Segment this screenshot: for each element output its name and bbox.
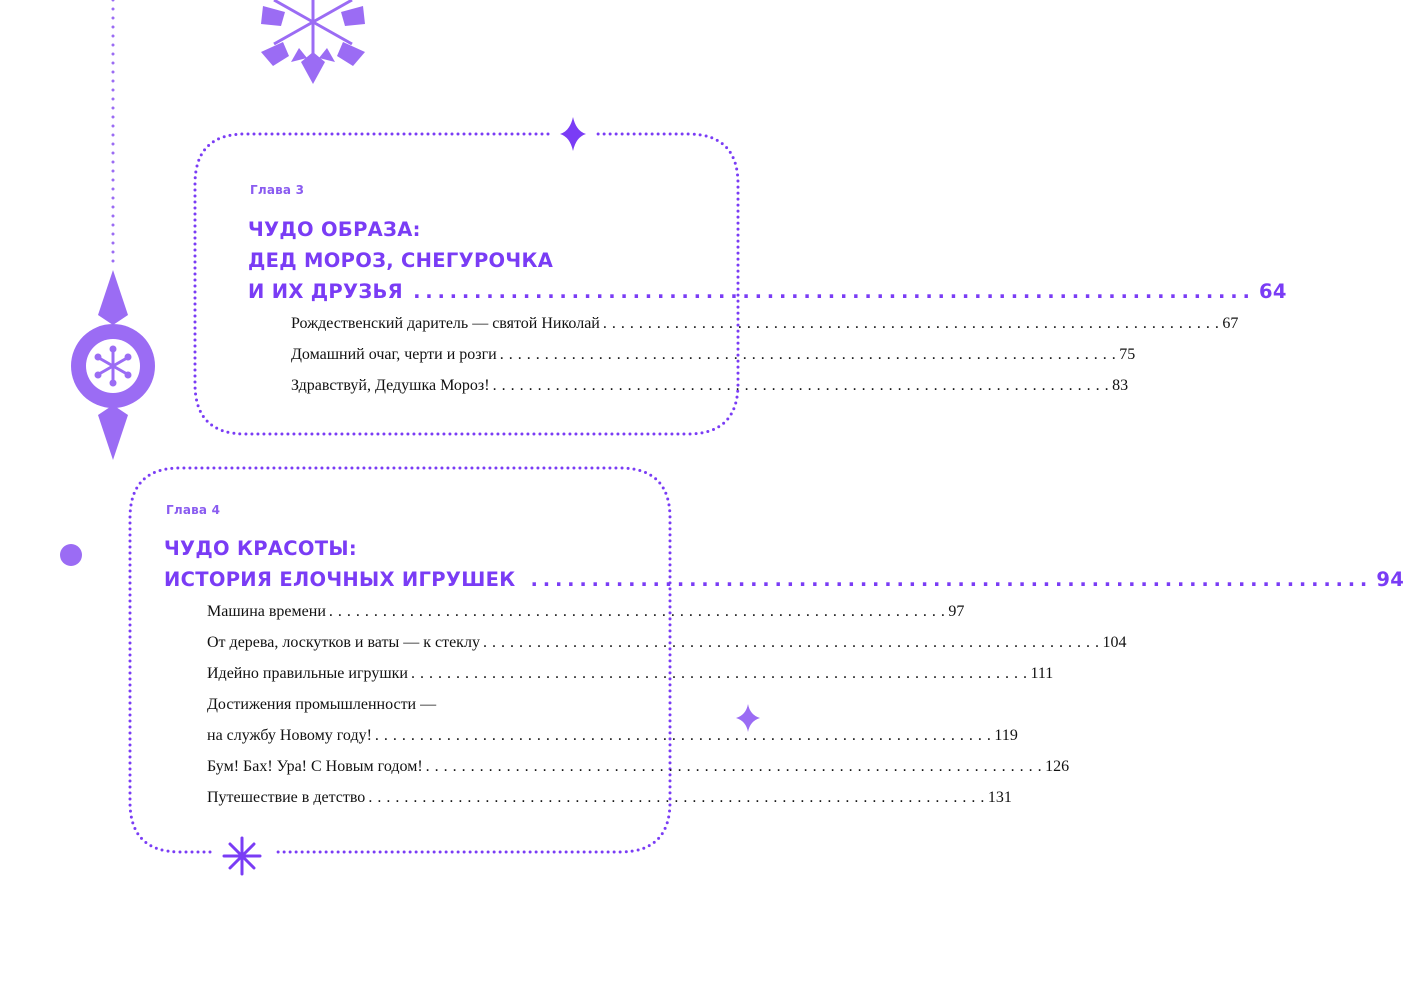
dot-leader [493,370,1110,401]
chapter3-title-line-3-text: И ИХ ДРУЗЬЯ [248,280,403,303]
chapter3-title[interactable] [248,214,1287,307]
entry-page: 119 [994,727,1018,744]
chapter3-title-line-2: ДЕД МОРОЗ, СНЕГУРОЧКА [248,249,554,272]
sparkle-star-icon [560,117,586,151]
dot-leader [375,720,992,751]
toc-entry[interactable] [207,627,1127,658]
toc-entry[interactable] [207,782,1012,813]
dot-leader [329,596,946,627]
toc-entry[interactable] [291,308,1239,339]
toc-entry[interactable] [207,689,590,720]
toc-entry[interactable] [291,370,1129,401]
entry-page: 83 [1112,377,1129,394]
chapter3-title-line-1: ЧУДО ОБРАЗА: [248,218,421,241]
entry-title: Достижения промышленности — [207,696,437,713]
chapter3-label: Глава 3 [250,183,305,197]
chapter4-entries [207,596,1127,813]
entry-page: 131 [987,789,1012,806]
snowflake-icon [261,0,365,84]
dot-leader [500,339,1117,370]
entry-title: Машина времени [207,603,326,620]
dot-leader [426,751,1043,782]
toc-entry[interactable] [207,720,1018,751]
chapter4-title-line-2 [164,564,1404,595]
chapter3-title-line-3 [248,276,1287,307]
ornament-bauble-icon [71,270,155,460]
toc-entry[interactable] [291,339,1136,370]
dot-leader [368,782,985,813]
asterisk-star-icon [224,838,260,874]
entry-title: на службу Новому году! [207,727,372,744]
entry-page: 97 [948,603,965,620]
entry-title: Идейно правильные игрушки [207,665,408,682]
dot-leader [413,280,1249,303]
entry-page: 111 [1030,665,1054,682]
toc-entry[interactable] [207,658,1054,689]
chapter4-page: 94 [1376,568,1404,591]
entry-page: 126 [1045,758,1070,775]
chapter4-title-line-2-text: ИСТОРИЯ ЕЛОЧНЫХ ИГРУШЕК [164,568,516,591]
chapter4-label: Глава 4 [166,503,221,517]
dot-leader [411,658,1028,689]
entry-title: Домашний очаг, черти и розги [291,346,497,363]
entry-title: От дерева, лоскутков и ваты — к стеклу [207,634,480,651]
chapter4-title[interactable] [164,533,1404,595]
entry-title: Бум! Бах! Ура! С Новым годом! [207,758,423,775]
chapter3-entries [291,308,1239,401]
entry-page: 67 [1222,315,1239,332]
entry-page: 104 [1102,634,1127,651]
chapter3-page: 64 [1258,280,1287,303]
dot-leader [483,627,1100,658]
dot-leader [603,308,1220,339]
dot-leader [531,568,1367,591]
entry-title: Рождественский даритель — святой Николай [291,315,600,332]
toc-entry[interactable] [207,751,1070,782]
entry-title: Здравствуй, Дедушка Мороз! [291,377,490,394]
entry-page: 75 [1119,346,1136,363]
chapter4-title-line-1: ЧУДО КРАСОТЫ: [164,537,357,560]
toc-entry[interactable] [207,596,965,627]
entry-title: Путешествие в детство [207,789,366,806]
decor-dot [60,544,82,566]
